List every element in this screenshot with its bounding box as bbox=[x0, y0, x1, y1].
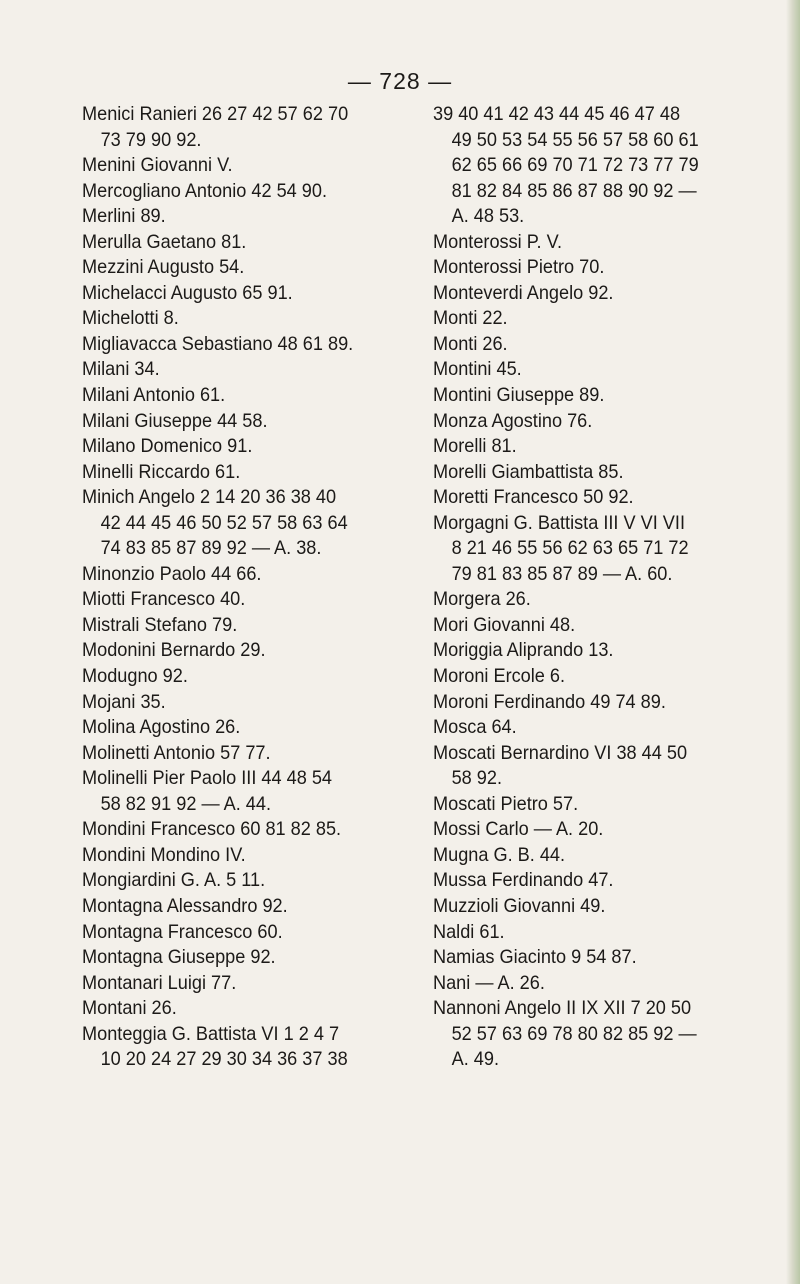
index-entry bbox=[82, 715, 353, 741]
index-entry-line: Mezzini Augusto 54. bbox=[82, 256, 245, 279]
index-entry-line: Nannoni Angelo II IX XII 7 20 50 bbox=[433, 997, 692, 1020]
index-entry-line: Moscati Pietro 57. bbox=[433, 792, 579, 815]
index-entry bbox=[82, 920, 353, 946]
index-entry-line: Milani Antonio 61. bbox=[82, 384, 226, 407]
index-entry-line: Migliavacca Sebastiano 48 61 89. bbox=[82, 332, 354, 355]
index-entry-line: Modugno 92. bbox=[82, 665, 188, 688]
index-entry-line: Monti 26. bbox=[433, 332, 508, 355]
index-entry bbox=[433, 996, 699, 1073]
index-entry-line: Merulla Gaetano 81. bbox=[82, 230, 247, 253]
index-entry-line: Molina Agostino 26. bbox=[82, 716, 241, 739]
index-entry-line: Minelli Riccardo 61. bbox=[82, 460, 241, 483]
index-entry bbox=[433, 638, 699, 664]
index-entry bbox=[433, 485, 699, 511]
index-entry bbox=[82, 587, 353, 613]
index-entry bbox=[82, 971, 353, 997]
index-entry-line: Mussa Ferdinando 47. bbox=[433, 869, 614, 892]
index-entry-line: Molinelli Pier Paolo III 44 48 54 bbox=[82, 767, 333, 790]
index-entry bbox=[82, 383, 353, 409]
index-entry-line: Morgera 26. bbox=[433, 588, 531, 611]
index-entry bbox=[82, 485, 353, 562]
index-entry-line: Montagna Giuseppe 92. bbox=[82, 946, 276, 969]
index-entry bbox=[82, 843, 353, 869]
index-entry-continuation: 52 57 63 69 78 80 82 85 92 — bbox=[451, 1022, 697, 1045]
index-entry bbox=[433, 945, 699, 971]
index-entry bbox=[433, 281, 699, 307]
index-entry-continuation: 79 81 83 85 87 89 — A. 60. bbox=[451, 562, 673, 585]
index-entry bbox=[82, 664, 353, 690]
index-entry-line: Montanari Luigi 77. bbox=[82, 971, 237, 994]
index-entry-line: Mondini Francesco 60 81 82 85. bbox=[82, 818, 342, 841]
index-entry-continuation: 74 83 85 87 89 92 — A. 38. bbox=[100, 537, 322, 560]
index-entry bbox=[82, 638, 353, 664]
index-entry-line: Moroni Ferdinando 49 74 89. bbox=[433, 690, 666, 713]
index-entry-line: 39 40 41 42 43 44 45 46 47 48 bbox=[433, 103, 681, 125]
index-entry bbox=[433, 817, 699, 843]
index-entry bbox=[82, 281, 353, 307]
index-entry bbox=[82, 894, 353, 920]
index-entry bbox=[433, 613, 699, 639]
index-entry-line: Montagna Alessandro 92. bbox=[82, 894, 288, 917]
index-entry-line: Montini 45. bbox=[433, 358, 522, 381]
index-entry bbox=[433, 332, 699, 358]
index-entry bbox=[82, 102, 353, 153]
index-entry bbox=[433, 255, 699, 281]
index-entry-line: Merlini 89. bbox=[82, 205, 166, 228]
index-entry-line: Milano Domenico 91. bbox=[82, 435, 253, 458]
index-entry bbox=[82, 357, 353, 383]
index-entry-line: Milani Giuseppe 44 58. bbox=[82, 409, 268, 432]
index-entry-line: Menini Giovanni V. bbox=[82, 154, 233, 177]
index-entry bbox=[433, 357, 699, 383]
index-entry bbox=[82, 434, 353, 460]
index-entry-line: Monteggia G. Battista VI 1 2 4 7 bbox=[82, 1022, 340, 1045]
index-entry-line: Naldi 61. bbox=[433, 920, 505, 943]
index-entry bbox=[433, 587, 699, 613]
index-entry-continuation: A. 48 53. bbox=[451, 205, 525, 228]
index-entry-line: Monterossi Pietro 70. bbox=[433, 256, 605, 279]
index-entry bbox=[82, 996, 353, 1022]
index-entry bbox=[82, 1022, 353, 1073]
index-entry bbox=[433, 920, 699, 946]
index-entry-line: Moriggia Aliprando 13. bbox=[433, 639, 614, 662]
index-entry-line: Moscati Bernardino VI 38 44 50 bbox=[433, 741, 688, 764]
index-entry bbox=[82, 945, 353, 971]
index-entry bbox=[82, 741, 353, 767]
index-entry bbox=[433, 434, 699, 460]
index-entry-line: Mori Giovanni 48. bbox=[433, 613, 576, 636]
index-entry bbox=[433, 971, 699, 997]
index-entry-line: Milani 34. bbox=[82, 358, 160, 381]
index-entry bbox=[82, 230, 353, 256]
index-entry bbox=[82, 332, 353, 358]
index-entry-continuation: 42 44 45 46 50 52 57 58 63 64 bbox=[100, 511, 348, 534]
index-entry bbox=[433, 792, 699, 818]
index-entry-line: Modonini Bernardo 29. bbox=[82, 639, 266, 662]
index-entry bbox=[82, 409, 353, 435]
index-entry bbox=[82, 179, 353, 205]
index-entry-line: Morelli 81. bbox=[433, 435, 517, 458]
page-number: — 728 — bbox=[347, 68, 453, 94]
index-entry-line: Montagna Francesco 60. bbox=[82, 920, 283, 943]
index-entry bbox=[82, 868, 353, 894]
index-entry bbox=[433, 894, 699, 920]
index-entry-line: Mercogliano Antonio 42 54 90. bbox=[82, 179, 328, 202]
index-entry-continuation: A. 49. bbox=[451, 1048, 499, 1071]
index-entry bbox=[82, 766, 353, 817]
index-entry-line: Michelotti 8. bbox=[82, 307, 179, 330]
index-entry-line: Monterossi P. V. bbox=[433, 230, 563, 253]
index-entry bbox=[433, 843, 699, 869]
index-entry-line: Morelli Giambattista 85. bbox=[433, 460, 624, 483]
index-entry bbox=[433, 230, 699, 256]
index-entry-continuation: 8 21 46 55 56 62 63 65 71 72 bbox=[451, 537, 689, 560]
index-entry-line: Mugna G. B. 44. bbox=[433, 843, 566, 866]
index-entry bbox=[82, 255, 353, 281]
index-entry-line: Mistrali Stefano 79. bbox=[82, 613, 238, 636]
index-entry-continuation: 58 82 91 92 — A. 44. bbox=[100, 792, 272, 815]
index-entry bbox=[433, 306, 699, 332]
index-entry-continuation: 10 20 24 27 29 30 34 36 37 38 bbox=[100, 1048, 348, 1071]
index-entry bbox=[433, 664, 699, 690]
index-entry-line: Monti 22. bbox=[433, 307, 508, 330]
index-entry bbox=[433, 511, 699, 588]
index-entry-line: Mondini Mondino IV. bbox=[82, 843, 246, 866]
index-entry-line: Molinetti Antonio 57 77. bbox=[82, 741, 271, 764]
index-entry-line: Moretti Francesco 50 92. bbox=[433, 486, 634, 509]
index-entry-line: Miotti Francesco 40. bbox=[82, 588, 246, 611]
index-entry bbox=[433, 460, 699, 486]
index-entry-continuation: 81 82 84 85 86 87 88 90 92 — bbox=[451, 179, 697, 202]
index-entry-line: Nani — A. 26. bbox=[433, 971, 545, 994]
index-entry-line: Mojani 35. bbox=[82, 690, 166, 713]
index-entry bbox=[433, 741, 699, 792]
index-entry-line: Morgagni G. Battista III V VI VII bbox=[433, 511, 685, 534]
index-entry-line: Mongiardini G. A. 5 11. bbox=[82, 869, 266, 892]
index-entry bbox=[82, 153, 353, 179]
index-entry-line: Muzzioli Giovanni 49. bbox=[433, 894, 606, 917]
index-entry bbox=[82, 562, 353, 588]
index-entry-line: Minonzio Paolo 44 66. bbox=[82, 562, 262, 585]
index-entry bbox=[82, 460, 353, 486]
index-entry-line: Minich Angelo 2 14 20 36 38 40 bbox=[82, 486, 337, 509]
index-entry-line: Montini Giuseppe 89. bbox=[433, 384, 605, 407]
index-entry bbox=[433, 868, 699, 894]
index-entry-continuation: 73 79 90 92. bbox=[100, 128, 202, 151]
index-entry bbox=[82, 690, 353, 716]
index-entry bbox=[82, 817, 353, 843]
index-entry bbox=[433, 383, 699, 409]
index-entry bbox=[433, 409, 699, 435]
index-entry-continuation: 49 50 53 54 55 56 57 58 60 61 bbox=[451, 128, 699, 151]
index-entry-line: Moroni Ercole 6. bbox=[433, 665, 566, 688]
index-entry-line: Mossi Carlo — A. 20. bbox=[433, 818, 604, 841]
index-entry-continuation: 58 92. bbox=[451, 767, 503, 790]
index-entry-continuation: 62 65 66 69 70 71 72 73 77 79 bbox=[451, 154, 699, 177]
index-column-left bbox=[82, 102, 353, 1073]
index-column-right bbox=[433, 102, 699, 1073]
index-entry-line: Monza Agostino 76. bbox=[433, 409, 593, 432]
index-entry-line: Montani 26. bbox=[82, 997, 177, 1020]
page-edge bbox=[786, 0, 800, 1284]
index-entry bbox=[433, 715, 699, 741]
index-entry-line: Mosca 64. bbox=[433, 716, 517, 739]
index-entry bbox=[82, 306, 353, 332]
index-entry bbox=[82, 613, 353, 639]
index-entry-line: Monteverdi Angelo 92. bbox=[433, 281, 614, 304]
index-entry bbox=[82, 204, 353, 230]
index-entry bbox=[433, 102, 699, 230]
index-entry-line: Michelacci Augusto 65 91. bbox=[82, 281, 293, 304]
index-entry-line: Namias Giacinto 9 54 87. bbox=[433, 946, 637, 969]
index-entry bbox=[433, 690, 699, 716]
index-entry-line: Menici Ranieri 26 27 42 57 62 70 bbox=[82, 103, 349, 125]
